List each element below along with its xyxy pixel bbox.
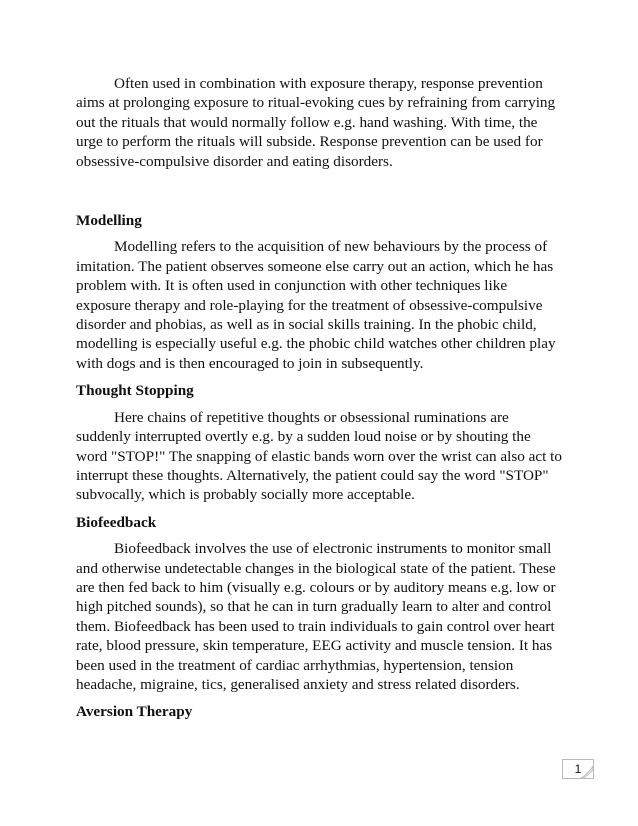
page-curl-icon bbox=[581, 766, 593, 778]
section-spacer bbox=[76, 373, 565, 381]
heading-spacer bbox=[76, 401, 565, 408]
heading-spacer bbox=[76, 230, 565, 237]
section-spacer bbox=[76, 171, 565, 211]
paragraph-biofeedback: Biofeedback involves the use of electronic instruments to monitor small and otherwise undetectable changes in the biological state of the patient. These are then fed back to him (visually e.g. colours or by auditory means e.g. low or high pitched sounds), so that he can in turn gradually learn to alter and control them. Biofeedback has been used to train individuals to gain control over heart rate, blood pressure, skin temperature, EEG activity and muscle tension. It has been used in the treatment of cardiac arrhythmias, hypertension, tension headache, migraine, tics, generalised anxiety and stress related disorders. bbox=[76, 540, 556, 693]
heading-modelling: Modelling bbox=[76, 212, 142, 230]
heading-thought-stopping: Thought Stopping bbox=[76, 382, 194, 400]
intro-paragraph: Often used in combination with exposure therapy, response prevention aims at prolonging exposure to ritual-evoking cues by refraining from carrying out the rituals that would normally follow e.g. hand washing. With time, the urge to perform the rituals will subside. Response prevention can be used for obsessive-compulsive disorder and eating disorders. bbox=[76, 75, 556, 170]
heading-aversion-therapy: Aversion Therapy bbox=[76, 703, 193, 721]
section-spacer bbox=[76, 505, 565, 513]
paragraph-modelling: Modelling refers to the acquisition of new behaviours by the process of imitation. The patient observes someone else carry out an action, which he has problem with. It is often used in conjunction with other techniques like exposure therapy and role-playing for the treatment of obsessive-compulsive disorder and phobias, as well as in social skills training. In the phobic child, modelling is especially useful e.g. the phobic child watches other children play with dogs and is then encouraged to join in subsequently. bbox=[76, 238, 556, 372]
paragraph-thought-stopping: Here chains of repetitive thoughts or obsessional ruminations are suddenly interrupted overtly e.g. by a sudden loud noise or by shouting the word "STOP!" The snapping of elastic bands worn over the wrist can also act to interrupt these thoughts. Alternatively, the patient could say the word "STOP" subvocally, which is probably socially more acceptable. bbox=[76, 408, 562, 504]
heading-biofeedback: Biofeedback bbox=[76, 513, 157, 531]
page-content bbox=[76, 74, 565, 722]
section-spacer bbox=[76, 694, 565, 702]
page-number: 1 bbox=[562, 759, 594, 779]
heading-spacer bbox=[76, 532, 565, 539]
